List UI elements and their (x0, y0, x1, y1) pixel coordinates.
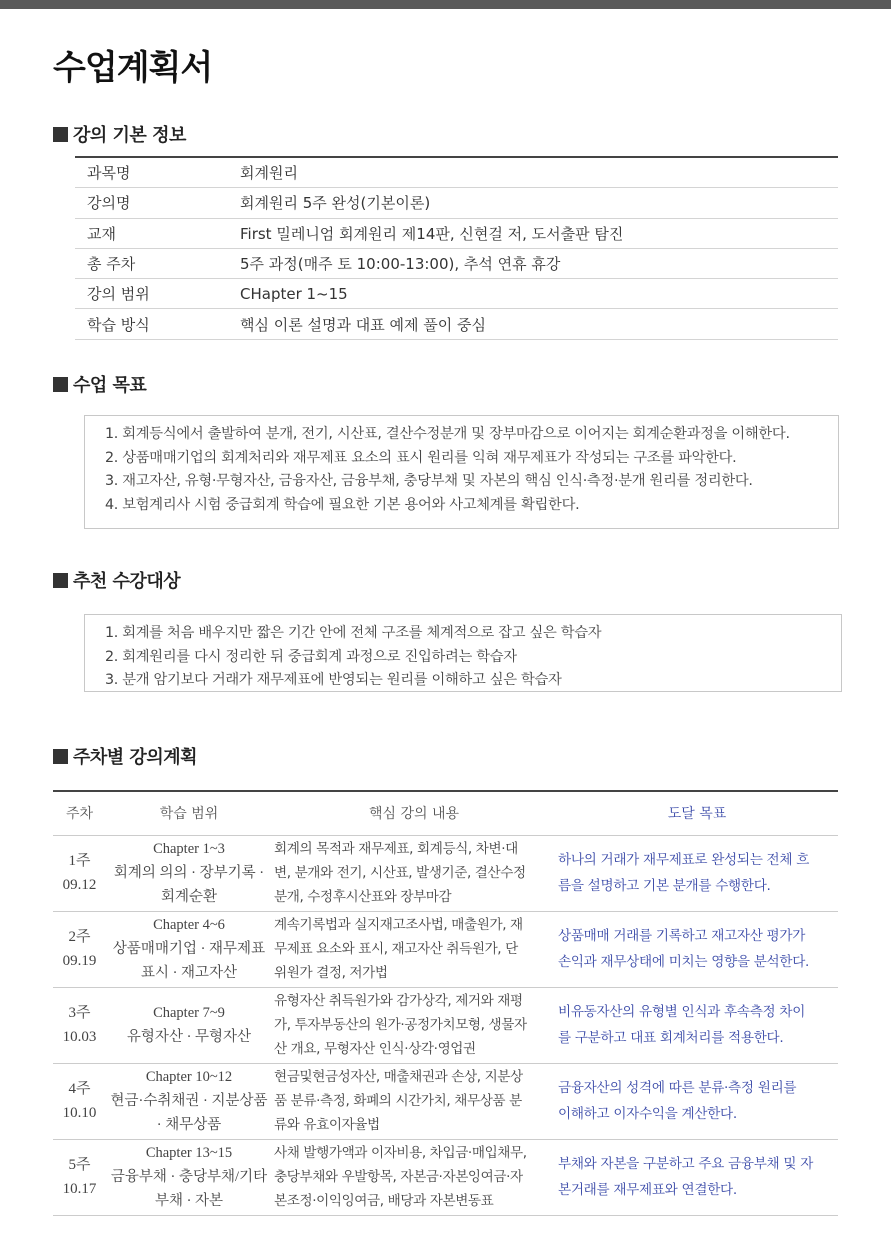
info-value: 회계원리 5주 완성(기본이론) (240, 194, 431, 213)
info-row (75, 249, 838, 279)
square-bullet-icon (53, 573, 68, 588)
info-row (75, 158, 838, 188)
week-date: 10.03 (62, 1029, 97, 1045)
square-bullet-icon (53, 377, 68, 392)
week-date: 09.19 (62, 953, 97, 969)
weekly-plan-table (53, 790, 838, 1216)
square-bullet-icon (53, 749, 68, 764)
range-line: 부채 · 자본 (154, 1193, 224, 1209)
week-cell (53, 835, 106, 911)
content-line: 류와 유효이자율법 (274, 1117, 380, 1133)
goal-cell (556, 987, 838, 1063)
week-cell (53, 1139, 106, 1215)
range-line: 유형자산 · 무형자산 (126, 1029, 252, 1045)
objectives-box (84, 415, 839, 529)
goal-line: 부채와 자본을 구분하고 주요 금융부채 및 자 (558, 1156, 814, 1172)
content-line: 회계의 목적과 재무제표, 회계등식, 차변·대 (274, 841, 518, 857)
info-value: 핵심 이론 설명과 대표 예제 풀이 중심 (240, 315, 486, 334)
content-line: 충당부채와 우발항목, 자본금·자본잉여금·자 (274, 1169, 523, 1185)
section-heading-basic-info (53, 121, 186, 147)
week-number: 5주 (68, 1157, 91, 1173)
content-line: 본조정·이익잉여금, 배당과 자본변동표 (274, 1193, 494, 1209)
objective-item: 2. 상품매매기업의 회계처리와 재무제표 요소의 표시 원리를 익혀 재무제표가 작성되는 구조를 파악한다. (105, 449, 737, 466)
week-number: 3주 (68, 1005, 91, 1021)
table-row (53, 835, 838, 911)
section-heading-audience (53, 567, 180, 593)
week-date: 09.12 (62, 877, 97, 893)
header-week: 주차 (53, 791, 106, 835)
goal-line: 본거래를 재무제표와 연결한다. (558, 1182, 737, 1198)
goal-line: 를 구분하고 대표 회계처리를 적용한다. (558, 1030, 784, 1046)
range-line: · 채무상품 (156, 1117, 222, 1133)
range-line: 금융부채 · 충당부채/기타 (110, 1169, 268, 1185)
header-goal: 도달 목표 (556, 791, 838, 835)
content-line: 산 개요, 무형자산 인식·상각·영업권 (274, 1041, 476, 1057)
section-heading-weekly-plan (53, 743, 197, 769)
info-label: 총 주차 (87, 255, 136, 274)
content-cell (272, 835, 556, 911)
header-content: 핵심 강의 내용 (272, 791, 556, 835)
table-row (53, 1063, 838, 1139)
square-bullet-icon (53, 127, 68, 142)
info-value: First 밀레니엄 회계원리 제14판, 신현걸 저, 도서출판 탐진 (240, 224, 624, 243)
content-line: 위원가 결정, 저가법 (274, 965, 388, 981)
goal-cell (556, 835, 838, 911)
content-line: 가, 투자부동산의 원가·공정가치모형, 생물자 (274, 1017, 527, 1033)
range-line: 회계의 의의 · 장부기록 · (113, 865, 265, 881)
basic-info-table (75, 156, 838, 340)
range-line: 회계순환 (160, 889, 218, 905)
range-line: Chapter 7~9 (153, 1005, 225, 1021)
range-line: Chapter 10~12 (145, 1069, 233, 1085)
goal-line: 비유동자산의 유형별 인식과 후속측정 차이 (558, 1004, 806, 1020)
section-heading-label: 주차별 강의계획 (73, 747, 197, 768)
week-number: 4주 (68, 1081, 91, 1097)
range-line: Chapter 4~6 (153, 917, 225, 933)
week-number: 2주 (68, 929, 91, 945)
table-header-row (53, 791, 838, 835)
goal-line: 름을 설명하고 기본 분개를 수행한다. (558, 878, 771, 894)
info-value: CHapter 1~15 (240, 284, 348, 303)
goal-line: 상품매매 거래를 기록하고 재고자산 평가가 (558, 928, 806, 944)
content-line: 사채 발행가액과 이자비용, 차입금·매입채무, (274, 1145, 527, 1161)
range-line: 현금·수취채권 · 지분상품 (110, 1093, 268, 1109)
goal-line: 이해하고 이자수익을 계산한다. (558, 1106, 737, 1122)
info-row (75, 188, 838, 218)
audience-item: 2. 회계원리를 다시 정리한 뒤 중급회계 과정으로 진입하려는 학습자 (105, 648, 517, 665)
objective-item: 3. 재고자산, 유형·무형자산, 금융자산, 금융부채, 충당부채 및 자본의 핵심 인식·측정·분개 원리를 정리한다. (105, 473, 753, 490)
audience-item: 3. 분개 암기보다 거래가 재무제표에 반영되는 원리를 이해하고 싶은 학습자 (105, 672, 562, 689)
range-cell (106, 1063, 272, 1139)
range-cell (106, 835, 272, 911)
content-line: 변, 분개와 전기, 시산표, 발생기준, 결산수정 (274, 865, 526, 881)
page-title: 수업계획서 (53, 48, 213, 88)
content-cell (272, 987, 556, 1063)
info-label: 강의명 (87, 194, 131, 213)
info-row (75, 279, 838, 309)
objective-item: 1. 회계등식에서 출발하여 분개, 전기, 시산표, 결산수정분개 및 장부마감으로 이어지는 회계순환과정을 이해한다. (105, 426, 790, 442)
info-value: 5주 과정(매주 토 10:00-13:00), 추석 연휴 휴강 (240, 255, 561, 274)
range-cell (106, 987, 272, 1063)
goal-cell (556, 911, 838, 987)
info-label: 학습 방식 (87, 315, 150, 334)
audience-box (84, 614, 842, 692)
week-cell (53, 1063, 106, 1139)
section-heading-label: 수업 목표 (73, 375, 147, 396)
content-cell (272, 911, 556, 987)
week-number: 1주 (68, 853, 91, 869)
info-label: 강의 범위 (87, 285, 150, 304)
section-heading-label: 강의 기본 정보 (73, 125, 186, 146)
audience-item: 1. 회계를 처음 배우지만 짧은 기간 안에 전체 구조를 체계적으로 잡고 싶은 학습자 (105, 625, 602, 641)
range-cell (106, 911, 272, 987)
section-heading-objectives (53, 371, 146, 397)
info-row (75, 309, 838, 339)
goal-line: 하나의 거래가 재무제표로 완성되는 전체 흐 (558, 852, 810, 868)
info-label: 교재 (87, 224, 116, 243)
info-value: 회계원리 (240, 164, 298, 183)
content-line: 유형자산 취득원가와 감가상각, 제거와 재평 (274, 993, 523, 1009)
top-bar (0, 0, 891, 9)
range-line: 상품매매기업 · 재무제표 (112, 941, 266, 957)
content-cell (272, 1063, 556, 1139)
content-line: 분개, 수정후시산표와 장부마감 (274, 889, 452, 905)
goal-cell (556, 1139, 838, 1215)
content-cell (272, 1139, 556, 1215)
week-cell (53, 911, 106, 987)
info-label: 과목명 (87, 164, 131, 183)
week-date: 10.17 (62, 1181, 97, 1197)
content-line: 현금및현금성자산, 매출채권과 손상, 지분상 (274, 1069, 523, 1085)
range-line: Chapter 13~15 (145, 1145, 233, 1161)
content-line: 품 분류·측정, 화폐의 시간가치, 채무상품 분 (274, 1093, 522, 1109)
range-line: Chapter 1~3 (153, 841, 225, 857)
goal-line: 손익과 재무상태에 미치는 영향을 분석한다. (558, 954, 810, 970)
range-cell (106, 1139, 272, 1215)
range-line: 표시 · 재고자산 (140, 965, 238, 981)
goal-cell (556, 1063, 838, 1139)
week-cell (53, 987, 106, 1063)
info-row (75, 219, 838, 249)
goal-line: 금융자산의 성격에 따른 분류·측정 원리를 (558, 1080, 797, 1096)
objective-item: 4. 보험계리사 시험 중급회계 학습에 필요한 기본 용어와 사고체계를 확립한다. (105, 496, 580, 513)
content-line: 무제표 요소와 표시, 재고자산 취득원가, 단 (274, 941, 518, 957)
week-date: 10.10 (62, 1105, 97, 1121)
header-range: 학습 범위 (106, 791, 272, 835)
section-heading-label: 추천 수강대상 (73, 571, 181, 592)
table-row (53, 911, 838, 987)
table-row (53, 1139, 838, 1215)
content-line: 계속기록법과 실지재고조사법, 매출원가, 재 (274, 917, 523, 933)
table-row (53, 987, 838, 1063)
